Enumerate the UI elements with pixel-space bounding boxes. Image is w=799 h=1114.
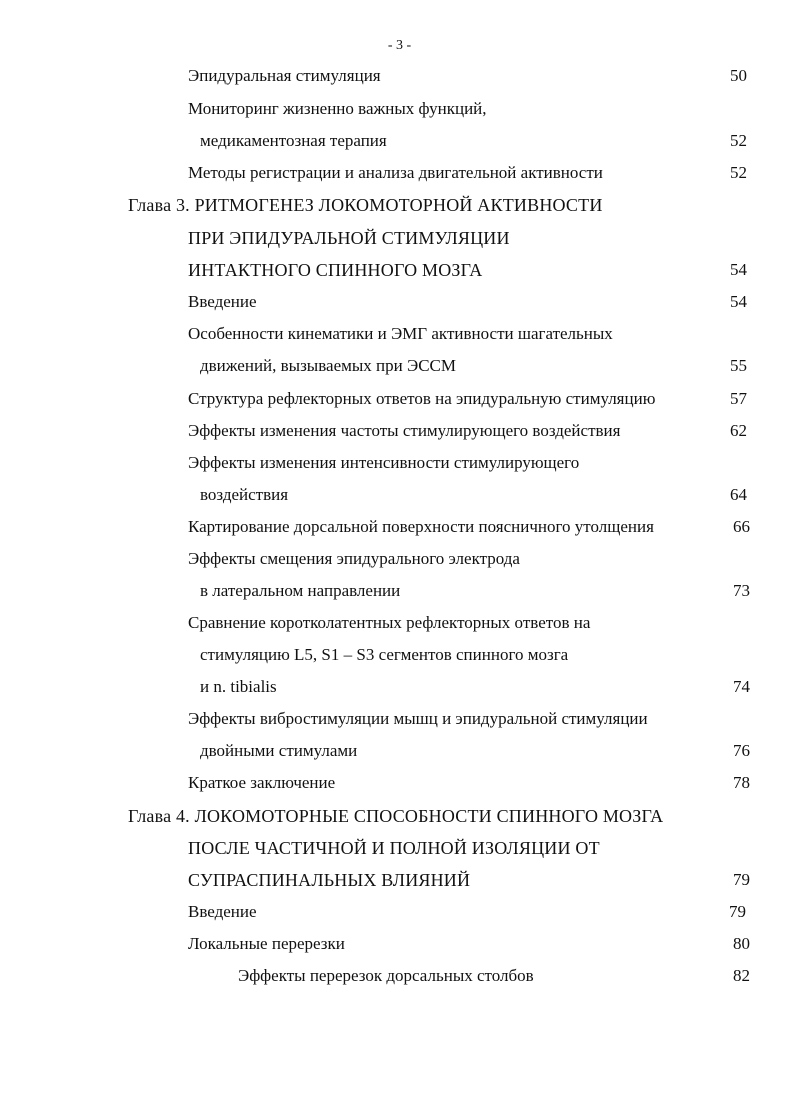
toc-entry-page: 57	[730, 389, 747, 408]
toc-entry-title: Эпидуральная стимуляция	[188, 66, 381, 85]
chapter-3-title-cont: ПРИ ЭПИДУРАЛЬНОЙ СТИМУЛЯЦИИ	[188, 228, 510, 248]
toc-entry-title: Эффекты перерезок дорсальных столбов	[238, 966, 534, 985]
toc-entry-title-cont: двойными стимулами	[200, 741, 358, 760]
toc-entry-title: Эффекты вибростимуляции мышц и эпидуральной стимуляции	[188, 709, 648, 728]
chapter-4-title-cont: ПОСЛЕ ЧАСТИЧНОЙ И ПОЛНОЙ ИЗОЛЯЦИИ ОТ	[188, 838, 600, 858]
chapter-3-title: Глава 3. РИТМОГЕНЕЗ ЛОКОМОТОРНОЙ АКТИВНОСТИ	[128, 195, 603, 215]
toc-entry-title: Введение	[188, 292, 257, 311]
toc-entry-title: Структура рефлекторных ответов на эпидуральную стимуляцию	[188, 389, 656, 408]
chapter-4-title-cont: СУПРАСПИНАЛЬНЫХ ВЛИЯНИЙ	[188, 870, 471, 890]
toc-entry-page: 54	[730, 260, 747, 279]
toc-entry-page: 62	[730, 421, 747, 440]
toc-entry-title: Эффекты изменения частоты стимулирующего воздействия	[188, 421, 621, 440]
toc-entry-page: 66	[733, 517, 750, 536]
toc-entry-page: 73	[733, 581, 750, 600]
toc-entry-page: 52	[730, 163, 747, 182]
toc-entry-page: 82	[733, 966, 750, 985]
toc-entry-title-cont: медикаментозная терапия	[200, 131, 387, 150]
toc-entry-title-cont: стимуляцию L5, S1 – S3 сегментов спинного мозга	[200, 645, 569, 664]
toc-entry-title: Методы регистрации и анализа двигательной активности	[188, 163, 603, 182]
toc-entry-page: 64	[730, 485, 747, 504]
toc-entry-page: 74	[733, 677, 750, 696]
toc-entry-title: Особенности кинематики и ЭМГ активности шагательных	[188, 324, 613, 343]
toc-entry-page: 52	[730, 131, 747, 150]
page-number: - 3 -	[387, 38, 412, 53]
chapter-3-title-cont: ИНТАКТНОГО СПИННОГО МОЗГА	[188, 260, 483, 280]
toc-entry-title: Мониторинг жизненно важных функций,	[188, 99, 487, 118]
toc-entry-page: 79	[733, 870, 750, 889]
toc-entry-page: 50	[730, 66, 747, 85]
toc-entry-title: Эффекты смещения эпидурального электрода	[188, 549, 520, 568]
toc-entry-title: Введение	[188, 902, 257, 921]
toc-entry-title: Краткое заключение	[188, 773, 336, 792]
toc-entry-page: 55	[730, 356, 747, 375]
toc-entry-title-cont: воздействия	[200, 485, 289, 504]
toc-entry-page: 76	[733, 741, 750, 760]
chapter-4-title: Глава 4. ЛОКОМОТОРНЫЕ СПОСОБНОСТИ СПИННОГО МОЗГА	[128, 806, 664, 826]
toc-entry-title-cont: в латеральном направлении	[200, 581, 401, 600]
toc-entry-page: 78	[733, 773, 750, 792]
toc-entry-title-cont: и n. tibialis	[200, 677, 277, 696]
toc-entry-page: 54	[730, 292, 747, 311]
toc-entry-title: Локальные перерезки	[188, 934, 345, 953]
toc-entry-title: Картирование дорсальной поверхности поясничного утолщения	[188, 517, 654, 536]
toc-entry-page: 79	[729, 902, 746, 921]
toc-entry-page: 80	[733, 934, 750, 953]
toc-entry-title: Эффекты изменения интенсивности стимулирующего	[188, 453, 580, 472]
toc-entry-title-cont: движений, вызываемых при ЭССМ	[200, 356, 457, 375]
toc-entry-title: Сравнение коротколатентных рефлекторных ответов на	[188, 613, 591, 632]
